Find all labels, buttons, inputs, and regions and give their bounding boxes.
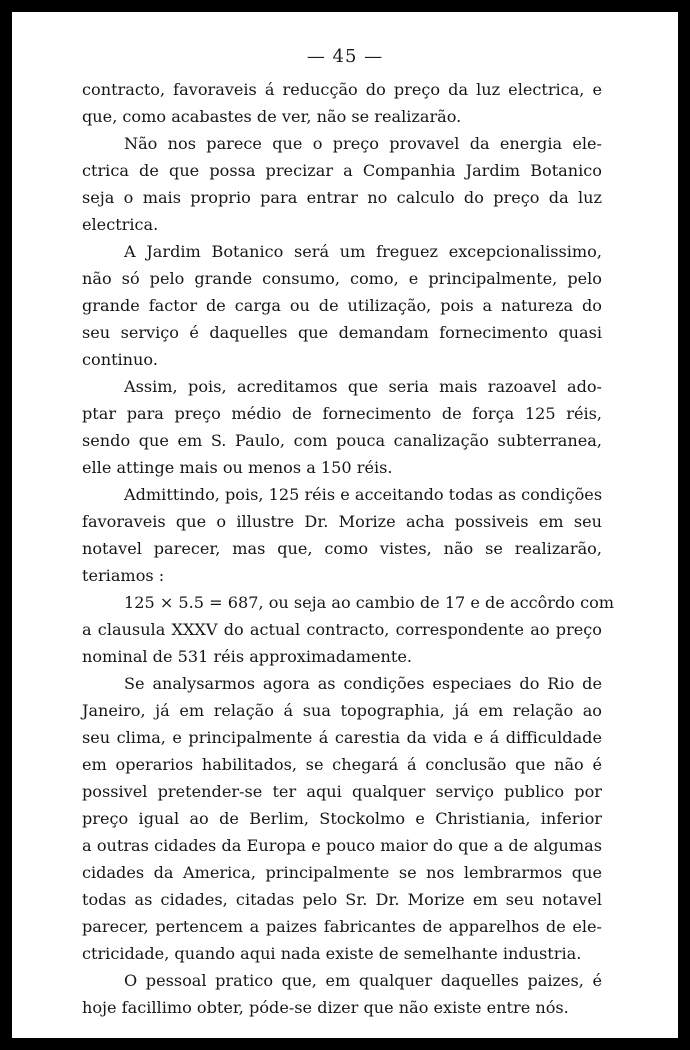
text-line: ptar para preço médio de fornecimento de força 125 réis, — [82, 404, 602, 423]
paragraph-3 — [82, 238, 602, 373]
text-line: favoraveis que o illustre Dr. Morize acha possiveis em seu — [82, 512, 602, 531]
text-line: notavel parecer, mas que, como vistes, não se realizarão, — [82, 539, 602, 558]
text-line: Assim, pois, acreditamos que seria mais razoavel ado- — [124, 377, 602, 396]
text-line: Não nos parece que o preço provavel da energia ele- — [124, 134, 602, 153]
text-line: ctrica de que possa precizar a Companhia Jardim Botanico — [82, 161, 602, 180]
text-line: hoje facillimo obter, póde-se dizer que não existe entre nós. — [82, 998, 569, 1017]
text-line: que, como acabastes de ver, não se realizarão. — [82, 107, 462, 126]
text-line: ctricidade, quando aqui nada existe de semelhante industria. — [82, 944, 582, 963]
text-line: electrica. — [82, 215, 159, 234]
text-line: não só pelo grande consumo, como, e principalmente, pelo — [82, 269, 602, 288]
text-line: a clausula XXXV do actual contracto, correspondente ao preço — [82, 620, 602, 639]
text-line: em operarios habilitados, se chegará á conclusão que não é — [82, 755, 602, 774]
text-line: contracto, favoraveis á reducção do preço da luz electrica, e — [82, 80, 602, 99]
paragraph-6 — [82, 589, 615, 670]
text-line: O pessoal pratico que, em qualquer daquelles paizes, é — [124, 971, 602, 990]
paragraph-1 — [82, 76, 602, 130]
text-line: Se analysarmos agora as condições especiaes do Rio de — [124, 674, 602, 693]
text-line: sendo que em S. Paulo, com pouca canalização subterranea, — [82, 431, 602, 450]
paragraph-4 — [82, 373, 602, 481]
text-line: teriamos : — [82, 566, 165, 585]
text-line: seja o mais proprio para entrar no calculo do preço da luz — [82, 188, 602, 207]
scanned-page — [12, 12, 678, 1038]
body-text — [82, 76, 615, 1021]
text-line: Janeiro, já em relação á sua topographia, já em relação ao — [82, 701, 602, 720]
text-line: parecer, pertencem a paizes fabricantes de apparelhos de ele- — [82, 917, 602, 936]
text-line: Admittindo, pois, 125 réis e acceitando todas as condições — [124, 485, 603, 504]
text-line: cidades da America, principalmente se nos lembrarmos que — [82, 863, 602, 882]
text-line: grande factor de carga ou de utilização, pois a natureza do — [82, 296, 602, 315]
paragraph-5 — [82, 481, 602, 589]
text-line: nominal de 531 réis approximadamente. — [82, 647, 413, 666]
text-line: A Jardim Botanico será um freguez excepcionalissimo, — [124, 242, 602, 261]
paragraph-7 — [82, 670, 602, 967]
text-line: preço igual ao de Berlim, Stockolmo e Christiania, inferior — [82, 809, 602, 828]
page-number: — 45 — — [306, 46, 384, 67]
text-line: a outras cidades da Europa e pouco maior do que a de algumas — [82, 836, 602, 855]
paragraph-2 — [82, 130, 602, 238]
text-line: possivel pretender-se ter aqui qualquer serviço publico por — [82, 782, 602, 801]
text-line: todas as cidades, citadas pelo Sr. Dr. Morize em seu notavel — [82, 890, 602, 909]
text-line: seu serviço é daquelles que demandam fornecimento quasi — [82, 323, 602, 342]
text-line: seu clima, e principalmente á carestia da vida e á difficuldade — [82, 728, 602, 747]
paragraph-8 — [82, 967, 602, 1021]
text-line: continuo. — [82, 350, 158, 369]
text-line: elle attinge mais ou menos a 150 réis. — [82, 458, 393, 477]
text-line: 125 × 5.5 = 687, ou seja ao cambio de 17 e de accôrdo com — [124, 593, 615, 612]
